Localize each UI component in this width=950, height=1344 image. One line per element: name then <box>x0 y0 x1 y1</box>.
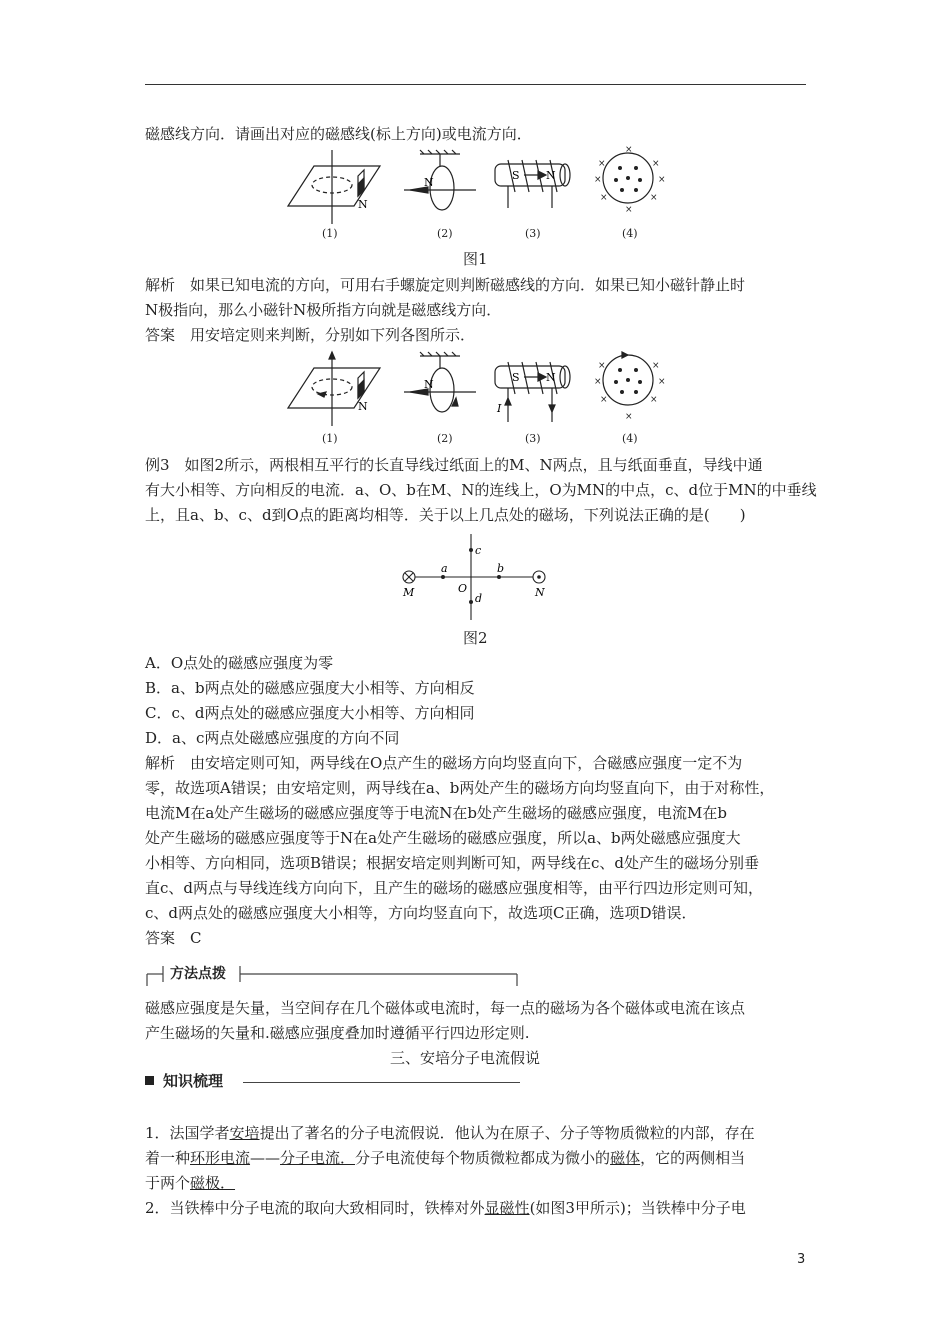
svg-text:×: × <box>650 395 658 405</box>
option-c: C．c、d两点处的磁感应强度大小相等、方向相同 <box>145 704 475 722</box>
svg-text:×: × <box>600 395 608 405</box>
fig1-s-label: S <box>512 169 520 182</box>
section3-heading: 三、安培分子电流假说 <box>390 1049 541 1067</box>
analysis2-line2: 零，故选项A错误；由安培定则，两导线在a、b两处产生的磁场方向均竖直向下，由于对称性， <box>145 779 775 797</box>
example3-line2: 有大小相等、方向相反的电流．a、O、b在M、N的连线上，O为MN的中点，c、d位于MN的中垂线 <box>145 481 817 499</box>
fig2-point-b: b <box>497 562 505 575</box>
svg-text:×: × <box>625 205 633 215</box>
analysis2-line7: c、d两点处的磁感应强度大小相等，方向均竖直向下，故选项C正确，选项D错误． <box>145 904 697 922</box>
fig1-n-label: N <box>358 198 368 211</box>
fig1-label-1: (1) <box>322 227 338 240</box>
tip-line1: 磁感应强度是矢量，当空间存在几个磁体或电流时，每一点的磁场为各个磁体或电流在该点 <box>145 999 746 1017</box>
knowledge-p3: 于两个磁极． <box>145 1174 236 1192</box>
svg-text:×: × <box>598 159 606 169</box>
svg-text:×: × <box>658 377 666 387</box>
svg-text:×: × <box>652 361 660 371</box>
fig2-point-m: M <box>403 586 415 599</box>
tip-title: 方法点拨 <box>170 966 226 982</box>
svg-text:×: × <box>652 159 660 169</box>
analysis1-line1: 解析 如果已知电流的方向，可用右手螺旋定则判断磁感线的方向．如果已知小磁针静止时 <box>145 276 746 294</box>
analysis2-line3: 电流M在a处产生磁场的磁感应强度等于电流N在b处产生磁场的磁感应强度，电流M在b <box>145 804 727 822</box>
fig1-label-3: (3) <box>525 227 541 240</box>
example3-line3: 上，且a、b、c、d到O点的距离均相等．关于以上几点处的磁场，下列说法正确的是( ) <box>145 506 746 524</box>
fig2-point-o: O <box>458 582 468 595</box>
fig1-dots <box>614 166 642 192</box>
figure-answer <box>280 350 666 430</box>
svg-text:×: × <box>650 193 658 203</box>
svg-text:N: N <box>358 400 368 413</box>
knowledge-title: 知识梳理 <box>163 1072 224 1090</box>
svg-text:×: × <box>600 193 608 203</box>
ans-label-2: (2) <box>437 432 453 445</box>
fig2-point-a: a <box>441 562 448 575</box>
fig2-caption: 图2 <box>463 629 488 647</box>
fig1-crosses <box>594 145 666 215</box>
analysis2-line4: 处产生磁场的磁感应强度等于N在a处产生磁场的磁感应强度，所以a、b两处磁感应强度大 <box>145 829 741 847</box>
fig1-n3-label: N <box>546 169 556 182</box>
svg-text:×: × <box>594 175 602 185</box>
svg-text:×: × <box>598 361 606 371</box>
svg-text:S: S <box>512 371 520 384</box>
svg-text:N: N <box>424 378 434 391</box>
page-number: 3 <box>797 1252 806 1267</box>
fig1-needle-n: N <box>424 176 434 189</box>
option-a: A．O点处的磁感应强度为零 <box>145 654 334 672</box>
svg-text:×: × <box>594 377 602 387</box>
intro-text: 磁感线方向．请画出对应的磁感线(标上方向)或电流方向． <box>145 125 532 143</box>
square-bullet-icon <box>145 1076 154 1085</box>
figure-2 <box>395 530 555 624</box>
fig1-label-4: (4) <box>622 227 638 240</box>
tip-line2: 产生磁场的矢量和.磁感应强度叠加时遵循平行四边形定则. <box>145 1024 530 1042</box>
knowledge-p4: 2．当铁棒中分子电流的取向大致相同时，铁棒对外显磁性(如图3甲所示)；当铁棒中分子电 <box>145 1199 746 1217</box>
fig1-caption: 图1 <box>463 250 488 268</box>
fig1-plane-loop <box>288 150 380 224</box>
fig1-hanging-ring <box>404 150 476 210</box>
analysis2-line6: 直c、d两点与导线连线方向向下，且产生的磁场的磁感应强度相等，由平行四边形定则可知， <box>145 879 764 897</box>
analysis2-line5: 小相等、方向相同，选项B错误；根据安培定则判断可知，两导线在c、d处产生的磁场分别垂 <box>145 854 760 872</box>
knowledge-p2: 着一种环形电流——分子电流．分子电流使每个物质微粒都成为微小的磁体，它的两侧相当 <box>145 1149 746 1167</box>
svg-text:N: N <box>546 371 556 384</box>
fig1-label-2: (2) <box>437 227 453 240</box>
example3-line1: 例3 如图2所示，两根相互平行的长直导线过纸面上的M、N两点，且与纸面垂直，导线中通 <box>145 456 763 474</box>
analysis1-line2: N极指向，那么小磁针N极所指方向就是磁感线方向． <box>145 301 502 319</box>
svg-text:×: × <box>658 175 666 185</box>
ans-label-1: (1) <box>322 432 338 445</box>
answer1: 答案 用安培定则来判断，分别如下列各图所示． <box>145 326 476 344</box>
knowledge-p1: 1．法国学者安培提出了著名的分子电流假说．他认为在原子、分子等物质微粒的内部，存在 <box>145 1124 755 1142</box>
answer2: 答案 C <box>145 929 202 947</box>
ans-label-3: (3) <box>525 432 541 445</box>
fig1-solenoid <box>495 160 570 208</box>
knowledge-rule <box>243 1082 520 1083</box>
svg-text:×: × <box>625 412 633 422</box>
fig2-point-c: c <box>475 544 482 557</box>
fig2-point-n: N <box>535 586 545 599</box>
fig2-point-d: d <box>475 592 483 605</box>
ans-current-label: I <box>497 402 502 415</box>
ans-label-4: (4) <box>622 432 638 445</box>
analysis2-line1: 解析 由安培定则可知，两导线在O点产生的磁场方向均竖直向下，合磁感应强度一定不为 <box>145 754 743 772</box>
svg-text:×: × <box>625 145 633 155</box>
option-d: D．a、c两点处磁感应强度的方向不同 <box>145 729 400 747</box>
header-rule <box>145 84 806 85</box>
option-b: B．a、b两点处的磁感应强度大小相等、方向相反 <box>145 679 475 697</box>
